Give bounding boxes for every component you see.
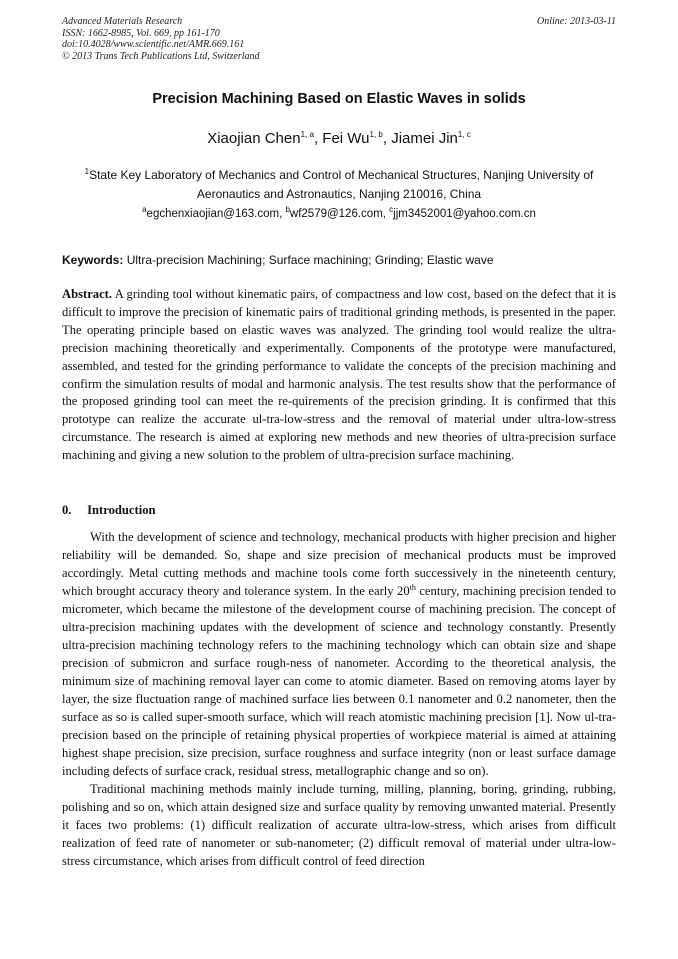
author-sup: 1, b xyxy=(369,130,383,139)
author-emails: $^a$egchenxiaojian@163.com, $^b$wf2579@126.com, $^c$jjm3452001@yahoo.com.cn xyxy=(142,205,536,220)
affiliation xyxy=(62,166,616,204)
author-sup: 1, a xyxy=(300,130,314,139)
paragraph-text: century, machining precision tended to micrometer, which became the milestone of the development course of machining precision. The concept of ultra-precision machining updates with the development of science and technology constantly. Presently ultra-precision machining technology refers to the machining technology which can obtain size and shape precision of submicron and surface rough-ness of nanometer. According to the theoretical analysis, the minimum size of machining removal layer can come to atomic diameter. Based on removing atoms layer by layer, the size fluctuation range of machined surface lies between 0.1 nanometer and 0.2 nanometer, then the surface as so is called super-smooth surface, which will reach atomistic machining precision [1]. Now ul-tra-precision based on the principle of retaining physical properties of workpiece material is aimed at attaining highest shape precision, size precision, surface roughness and surface integrity (non or least surface damage including defects of surface crack, residual stress, metallographic change and so on). xyxy=(62,584,616,778)
journal-doi: doi:10.4028/www.scientific.net/AMR.669.161 xyxy=(62,39,245,50)
email-sup: c xyxy=(389,205,394,215)
journal-name: Advanced Materials Research xyxy=(62,16,183,27)
keywords xyxy=(62,253,616,267)
author-name: Xiaojian Chen xyxy=(207,130,301,147)
author-sup: 1, c xyxy=(457,130,471,139)
online-date: Online: 2013-03-11 xyxy=(537,16,616,27)
email-address: wf2579@126.com xyxy=(289,208,383,220)
affiliation-sup: 1 xyxy=(84,167,90,176)
paragraph xyxy=(62,528,616,780)
journal-header xyxy=(62,16,616,62)
abstract xyxy=(62,286,616,465)
journal-issn: ISSN: 1662-8985, Vol. 669, pp 161-170 xyxy=(62,27,220,39)
paragraph-text: With the development of science and technology, mechanical products with higher precision and higher reliability will be demanded. So, shape and size precision of mechanical products must be improved accordingly. Metal cutting methods and machine tools come forth successively in the nineteenth century, which brought accuracy theory and tolerance system. In the early 20 xyxy=(62,530,616,598)
journal-copyright: © 2013 Trans Tech Publications Ltd, Switzerland xyxy=(62,50,260,62)
paper-title: Precision Machining Based on Elastic Waves in solids xyxy=(152,91,526,107)
email-address: jjm3452001@yahoo.com.cn xyxy=(393,208,536,220)
email-address: egchenxiaojian@163.com xyxy=(146,208,280,220)
paragraph xyxy=(62,780,616,870)
author-list: Xiaojian Chen$^{1, a}$, Fei Wu$^{1, b}$, Jiamei Jin$^{1, c}$ xyxy=(207,130,471,147)
email-sup: a xyxy=(142,205,147,215)
body-text xyxy=(62,528,616,870)
affiliation-text: State Key Laboratory of Mechanics and Control of Mechanical Structures, Nanjing University of Aeronautics and Astronautics, Nanjing 210016, China xyxy=(89,168,594,201)
section-title: Introduction xyxy=(87,503,156,517)
keywords-text: Ultra-precision Machining; Surface machining; Grinding; Elastic wave xyxy=(126,253,494,267)
author-name: Jiamei Jin xyxy=(391,130,458,147)
author-name: Fei Wu xyxy=(322,130,370,147)
keywords-label: Keywords: xyxy=(62,253,124,267)
email-sup: b xyxy=(285,205,290,215)
section-number: 0. xyxy=(62,503,72,517)
abstract-label: Abstract. xyxy=(62,287,113,301)
ordinal-sup: th xyxy=(409,582,416,592)
section-heading xyxy=(62,503,616,518)
abstract-text: A grinding tool without kinematic pairs, of compactness and low cost, based on the defect that it is difficult to improve the precision of kinematic pairs of traditional grinding methods, is presented in the paper. The operating principle based on elastic waves was analyzed. The grinding tool would realize the ultra-precision machining theoretically and experimentally. Components of the prototype were manufactured, assembled, and tested for the grinding performance to validate the concepts of the precision machining and confirm the simulation results of modal and harmonic analysis. The test results show that the performance of the proposed grinding tool can meet the re-quirements of the precision grinding. It is confirmed that this prototype can realize the accurate ul-tra-low-stress and the removal of material under ultra-low-stress circumstance. The research is aimed at exploring new methods and new theories of ultra-precision surface machining and giving a new solution to the problem of ultra-precision surface machining. xyxy=(62,287,616,463)
paragraph-text: Traditional machining methods mainly include turning, milling, planning, boring, grinding, rubbing, polishing and so on, which attain designed size and surface quality by removing unwanted material. Presently it faces two problems: (1) difficult realization of accurate ultra-low-stress, which arises from difficult realization of feed rate of nanometer or sub-nanometer; (2) difficult removal of material under ultra-low-stress circumstance, which arises from difficult control of feed direction xyxy=(62,782,616,868)
